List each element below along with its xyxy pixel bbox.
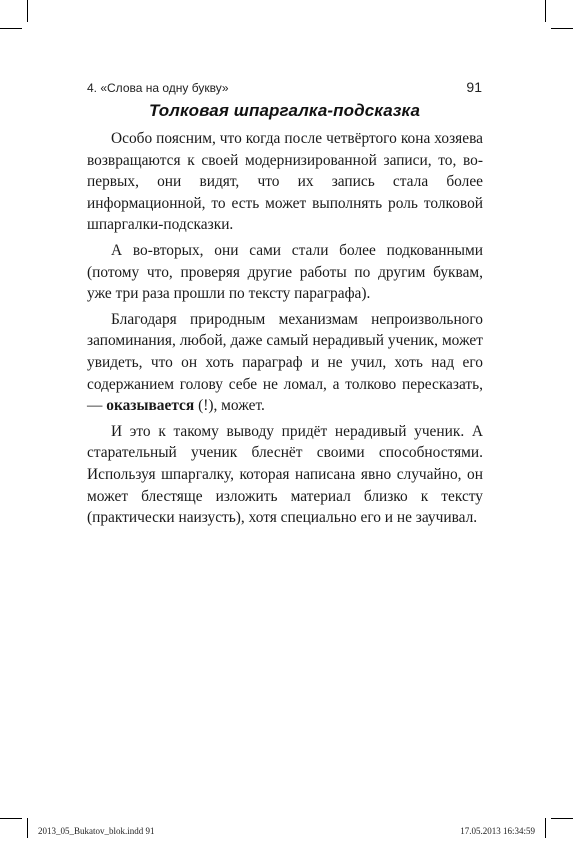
section-title: Толковая шпаргалка-подсказка: [148, 101, 421, 120]
paragraph-1: Особо поясним, что когда после четвёртого кона хозяева возвращаются к своей модернизированной записи, то, во-первых, они видят, что их запись стала более информационной, то есть может выполнять роль толковой шпаргалки-подсказки.: [87, 130, 483, 234]
crop-mark-top-right: [545, 0, 546, 22]
crop-mark-left-top: [0, 28, 22, 29]
paragraph-3-text-after: (!), может.: [194, 397, 265, 415]
paragraph-3-emphasis: оказывается: [106, 397, 195, 415]
body-text: [87, 128, 483, 533]
chapter-title: 4. «Слова на одну букву»: [87, 81, 229, 95]
crop-mark-bottom-left: [27, 818, 28, 838]
paragraph-3: [87, 309, 483, 417]
paragraph-3-text-before: Благодаря природным механизмам непроизвольного запоминания, любой, даже самый нерадивый ученик, может увидеть, что он хоть параграф и не учил, хоть над его содержанием голову себе не ломал, а толково пересказать, —: [87, 310, 483, 415]
crop-mark-left-bottom: [0, 818, 22, 819]
crop-mark-bottom-right: [545, 818, 546, 838]
crop-mark-top-left: [27, 0, 28, 22]
crop-mark-right-top: [551, 28, 573, 29]
crop-mark-right-bottom: [551, 818, 573, 819]
file-slug: 2013_05_Bukatov_blok.indd 91: [38, 826, 155, 836]
paragraph-2: А во-вторых, они сами стали более подкованными (потому что, проверяя другие работы по другим буквам, уже три раза прошли по тексту параграфа).: [87, 241, 483, 303]
paragraph-4: И это к такому выводу придёт нерадивый ученик. А старательный ученик блеснёт своими способностями. Используя шпаргалку, которая написана явно случайно, он может блестяще изложить материал близко к тексту (практически наизусть), хотя специально его и не заучивал.: [87, 422, 483, 527]
print-timestamp: 17.05.2013 16:34:59: [460, 826, 535, 836]
running-head: [87, 79, 482, 99]
page-number: 91: [466, 79, 482, 95]
